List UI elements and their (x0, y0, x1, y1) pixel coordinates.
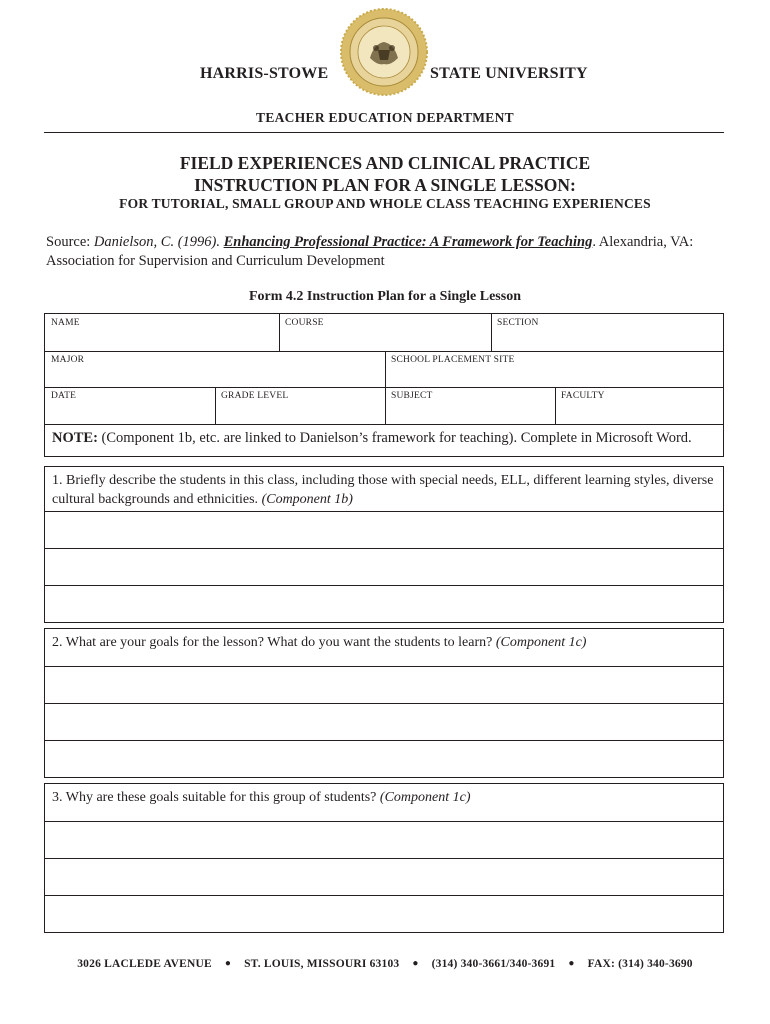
answer-line[interactable] (45, 821, 723, 859)
course-field[interactable] (279, 314, 491, 351)
question-block (44, 783, 724, 933)
course-label: COURSE (285, 318, 324, 328)
school-placement-site-label: SCHOOL PLACEMENT SITE (391, 355, 515, 365)
header-divider (44, 132, 724, 133)
source-publisher: . Alexandria, VA: Association for Supervision and Curriculum Development (46, 234, 694, 269)
source-book-title: Enhancing Professional Practice: A Framework for Teaching (223, 234, 593, 250)
source-label: Source: (46, 234, 94, 250)
bullet-icon: ● (224, 958, 232, 969)
footer-fax: FAX: (314) 340-3690 (587, 958, 693, 970)
name-label: NAME (51, 318, 80, 328)
answer-line[interactable] (45, 511, 723, 549)
name-field[interactable] (45, 314, 279, 351)
note-label: NOTE: (52, 430, 98, 446)
page-title-line-2: INSTRUCTION PLAN FOR A SINGLE LESSON: (194, 175, 576, 195)
faculty-field[interactable] (555, 387, 723, 424)
university-seal-icon (340, 8, 428, 96)
question-component: (Component 1c) (379, 790, 471, 805)
answer-line[interactable] (45, 895, 723, 933)
grade-level-label: GRADE LEVEL (221, 391, 289, 401)
date-label: DATE (51, 391, 77, 401)
faculty-label: FACULTY (561, 391, 605, 401)
bullet-icon: ● (568, 958, 575, 969)
answer-line[interactable] (45, 703, 723, 741)
page-title-line-1: FIELD EXPERIENCES AND CLINICAL PRACTICE (179, 153, 591, 173)
question-prompt: 2. What are your goals for the lesson? What do you want the students to learn? (52, 635, 496, 650)
major-field[interactable] (45, 351, 385, 387)
question-text (52, 471, 717, 509)
question-component: (Component 1c) (495, 635, 587, 650)
answer-line[interactable] (45, 740, 723, 778)
subject-label: SUBJECT (391, 391, 433, 401)
university-name-right: STATE UNIVERSITY (430, 65, 588, 82)
source-citation (46, 233, 736, 271)
bullet-icon: ● (412, 958, 419, 969)
question-prompt: 1. Briefly describe the students in this class, including those with special needs, ELL, different learning styles, diverse cultural backgrounds and ethnicities. (52, 473, 714, 507)
section-label: SECTION (497, 318, 539, 328)
page-subtitle: FOR TUTORIAL, SMALL GROUP AND WHOLE CLASS TEACHING EXPERIENCES (119, 196, 651, 211)
date-field[interactable] (45, 387, 215, 424)
question-block (44, 466, 724, 623)
answer-line[interactable] (45, 666, 723, 704)
question-text (52, 788, 717, 807)
question-prompt: 3. Why are these goals suitable for this group of students? (52, 790, 380, 805)
form-title: Form 4.2 Instruction Plan for a Single Lesson (249, 289, 521, 304)
question-component: (Component 1b) (261, 492, 353, 507)
section-field[interactable] (491, 314, 723, 351)
university-name-left: HARRIS-STOWE (200, 65, 329, 82)
footer-phone: (314) 340-3661/340-3691 (431, 958, 556, 970)
answer-line[interactable] (45, 548, 723, 586)
instructions-note (44, 424, 724, 457)
footer-city: ST. LOUIS, MISSOURI 63103 (244, 958, 400, 970)
department-name: TEACHER EDUCATION DEPARTMENT (256, 110, 514, 125)
school-placement-site-field[interactable] (385, 351, 723, 387)
footer-contact (0, 958, 770, 970)
grade-level-field[interactable] (215, 387, 385, 424)
answer-line[interactable] (45, 585, 723, 623)
footer-address: 3026 LACLEDE AVENUE (77, 958, 212, 970)
note-text: (Component 1b, etc. are linked to Danielson’s framework for teaching). Complete in Microsoft Word. (97, 430, 692, 446)
student-info-grid (44, 313, 724, 425)
subject-field[interactable] (385, 387, 555, 424)
question-block (44, 628, 724, 778)
source-author: Danielson, C. (1996). (93, 234, 220, 250)
major-label: MAJOR (51, 355, 85, 365)
answer-line[interactable] (45, 858, 723, 896)
question-text (52, 633, 717, 652)
